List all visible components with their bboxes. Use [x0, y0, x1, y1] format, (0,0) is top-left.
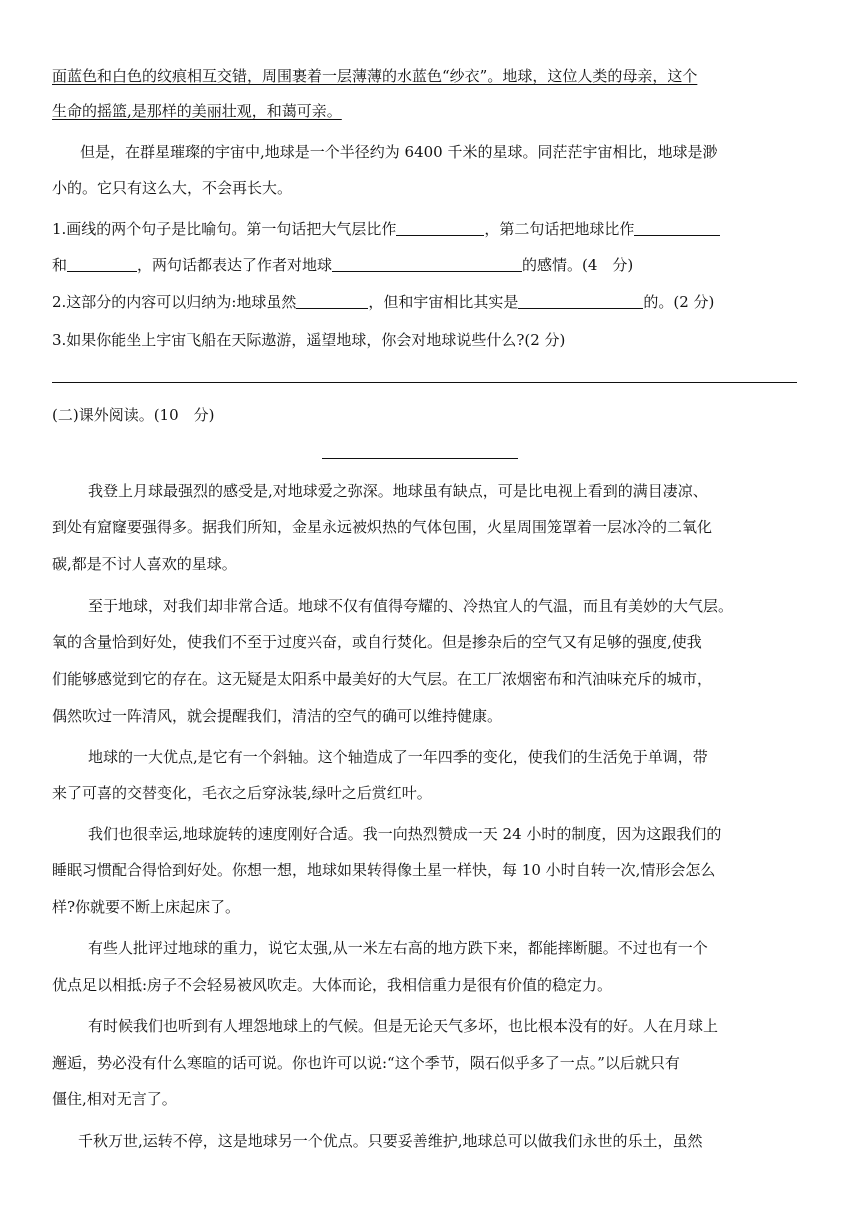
question-2: [52, 292, 714, 312]
article-line: 氧的含量恰到好处，使我们不至于过度兴奋，或自行焚化。但是掺杂后的空气又有足够的强度,使我: [52, 633, 702, 651]
article-line: 优点足以相抵:房子不会轻易被风吹走。大体而论，我相信重力是很有价值的稳定力。: [52, 976, 613, 994]
question-1-line-1: [52, 219, 720, 239]
article-line: 到处有窟窿要强得多。据我们所知，金星永远被炽热的气体包围，火星周围笼罩着一层冰冷的二氧化: [52, 518, 713, 536]
title-blank-line[interactable]: [322, 458, 518, 459]
question-text: 的。(2 分): [643, 293, 715, 311]
passage-paragraph-line: 但是，在群星璀璨的宇宙中,地球是一个半径约为 6400 千米的星球。同茫茫宇宙相比，地球是渺: [80, 143, 718, 161]
question-3: 3.如果你能坐上宇宙飞船在天际遨游，遥望地球，你会对地球说些什么?(2 分): [52, 331, 566, 349]
underlined-sentence-line-2: 生命的摇篮,是那样的美丽壮观，和蔼可亲。: [52, 102, 342, 120]
article-line: 们能够感觉到它的存在。这无疑是太阳系中最美好的大气层。在工厂浓烟密布和汽油味充斥的城市，: [52, 670, 713, 688]
answer-blank-earth-2[interactable]: [67, 256, 137, 272]
underlined-sentence-line-1: 面蓝色和白色的纹痕相互交错，周围裹着一层薄薄的水蓝色“纱衣”。地球，这位人类的母亲，这个: [52, 67, 698, 85]
question-text: 2.这部分的内容可以归纳为:地球虽然: [52, 293, 297, 311]
article-line: 我登上月球最强烈的感受是,对地球爱之弥深。地球虽有缺点，可是比电视上看到的满目凄凉、: [88, 482, 708, 500]
answer-blank-although[interactable]: [296, 293, 368, 309]
question-text: ，两句话都表达了作者对地球: [137, 256, 333, 274]
article-line: 有些人批评过地球的重力，说它太强,从一米左右高的地方跌下来，都能摔断腿。不过也有一个: [88, 939, 708, 957]
passage-paragraph-line: 小的。它只有这么大，不会再长大。: [52, 179, 293, 197]
article-line: 有时候我们也听到有人埋怨地球上的气候。但是无论天气多坏，也比根本没有的好。人在月球上: [88, 1017, 719, 1035]
article-line: 碳,都是不讨人喜欢的星球。: [52, 555, 237, 573]
article-line: 至于地球，对我们却非常合适。地球不仅有值得夸耀的、冷热宜人的气温，而且有美妙的大气层。: [88, 597, 734, 615]
article-line: 我们也很幸运,地球旋转的速度刚好合适。我一向热烈赞成一天 24 小时的制度，因为这跟我们的: [88, 825, 722, 843]
answer-blank-feeling[interactable]: [332, 256, 522, 272]
article-line: 样?你就要不断上床起床了。: [52, 898, 241, 916]
question-text: 和: [52, 256, 68, 274]
article-line: 千秋万世,运转不停，这是地球另一个优点。只要妥善维护,地球总可以做我们永世的乐土，虽然: [78, 1132, 703, 1150]
question-text: ，但和宇宙相比其实是: [368, 293, 519, 311]
answer-blank-atmosphere[interactable]: [396, 220, 484, 236]
article-line: 来了可喜的交替变化，毛衣之后穿泳装,绿叶之后赏红叶。: [52, 784, 432, 802]
answer-line-question-3[interactable]: [52, 382, 797, 383]
article-line: 偶然吹过一阵清风，就会提醒我们，清洁的空气的确可以维持健康。: [52, 707, 503, 725]
section-heading: (二)课外阅读。(10 分): [52, 406, 215, 424]
question-1-line-2: [52, 255, 633, 275]
question-text: ，第二句话把地球比作: [484, 220, 635, 238]
article-line: 邂逅，势必没有什么寒暄的话可说。你也许可以说:“这个季节，陨石似乎多了一点。”以后就只有: [52, 1054, 680, 1072]
answer-blank-earth-1[interactable]: [634, 220, 720, 236]
question-text: 1.画线的两个句子是比喻句。第一句话把大气层比作: [52, 220, 397, 238]
article-line: 地球的一大优点,是它有一个斜轴。这个轴造成了一年四季的变化，使我们的生活免于单调，带: [88, 748, 708, 766]
article-line: 睡眠习惯配合得恰到好处。你想一想，地球如果转得像土星一样快，每 10 小时自转一次,情形会怎么: [52, 861, 716, 879]
article-line: 僵住,相对无言了。: [52, 1090, 177, 1108]
question-text: 的感情。(4 分): [522, 256, 634, 274]
answer-blank-actually[interactable]: [518, 293, 643, 309]
